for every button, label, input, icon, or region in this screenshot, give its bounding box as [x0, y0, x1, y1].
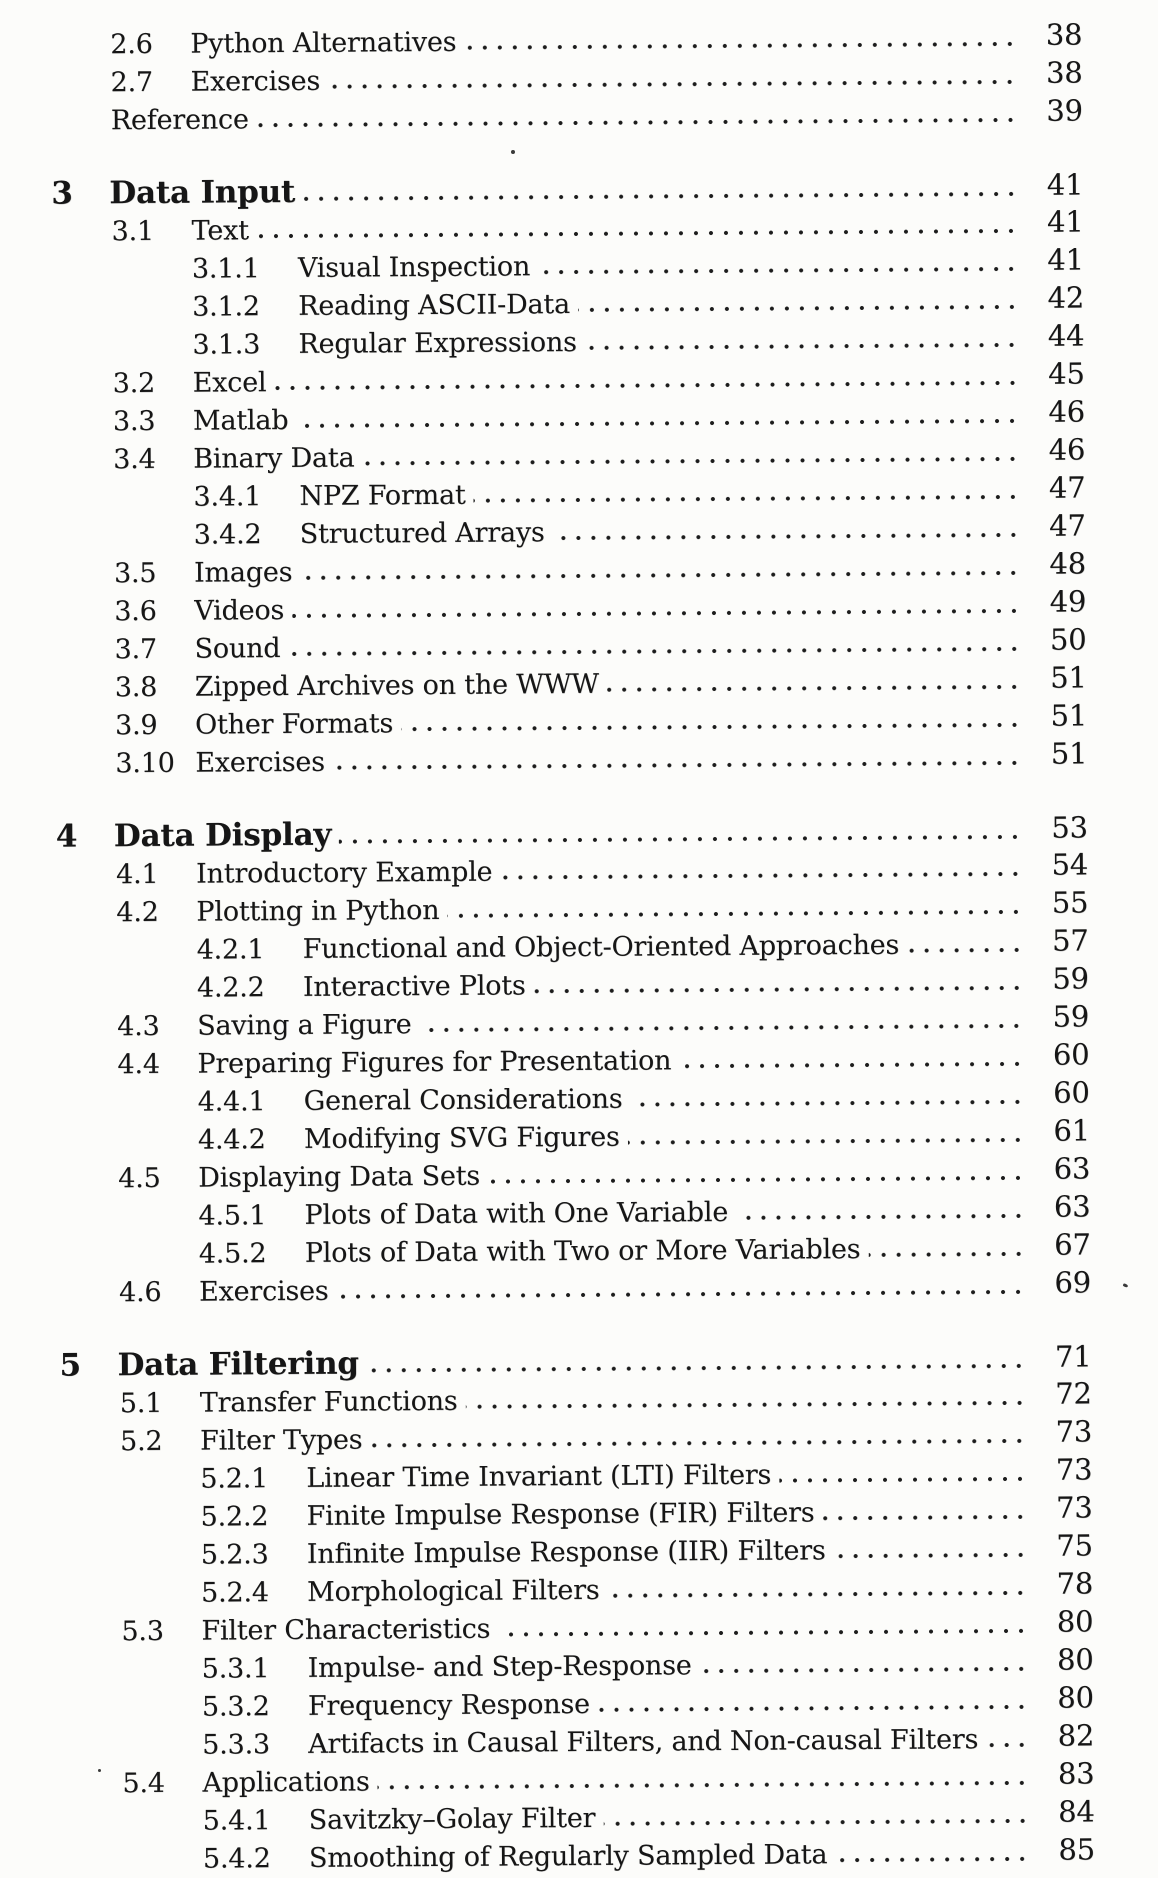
toc-entry — [9, 1266, 1158, 1312]
entry-page-number: 42 — [1047, 280, 1085, 315]
dot-leader — [608, 1590, 1029, 1599]
dot-leader — [300, 570, 1021, 581]
entry-number: 4.5 — [118, 1162, 161, 1195]
entry-page-number: 39 — [1046, 93, 1083, 128]
entry-title: Data Filtering — [117, 1345, 359, 1384]
entry-number: 3.10 — [115, 747, 175, 780]
entry-number: 4.4.1 — [197, 1086, 266, 1118]
entry-title: Transfer Functions — [199, 1385, 458, 1419]
entry-number: 4.4.2 — [197, 1124, 266, 1156]
entry-number: 4.3 — [117, 1010, 160, 1043]
toc-entry — [5, 737, 1158, 783]
entry-page-number: 38 — [1045, 17, 1083, 52]
entry-page-number: 80 — [1056, 1604, 1094, 1639]
entry-title: Introductory Example — [195, 856, 493, 890]
dot-leader — [447, 909, 1023, 919]
dot-leader — [362, 456, 1020, 467]
entry-title: Reference — [110, 104, 249, 137]
entry-title: Modifying SVG Figures — [303, 1121, 620, 1155]
entry-title: Sound — [194, 633, 281, 665]
dot-leader — [257, 228, 1019, 239]
entry-number: 5.2.3 — [200, 1539, 269, 1571]
entry-number: 4.2 — [116, 896, 159, 929]
entry-number: 4.6 — [118, 1276, 162, 1309]
entry-page-number: 45 — [1048, 356, 1085, 391]
dot-leader — [868, 1251, 1025, 1258]
entry-title: Exercises — [195, 746, 325, 779]
entry-title: Exercises — [190, 65, 321, 98]
entry-title: Filter Types — [199, 1424, 363, 1457]
dot-leader — [835, 1856, 1030, 1863]
entry-title: Regular Expressions — [298, 326, 577, 360]
entry-number: 5.3.2 — [201, 1691, 270, 1723]
entry-title: Saving a Figure — [197, 1009, 412, 1042]
entry-number: 2.7 — [110, 66, 154, 99]
entry-title: Preparing Figures for Presentation — [197, 1045, 672, 1080]
entry-page-number: 73 — [1055, 1490, 1093, 1525]
entry-page-number: 49 — [1049, 584, 1087, 619]
dot-leader — [986, 1742, 1029, 1748]
entry-number: 5 — [59, 1347, 82, 1384]
entry-number: 4 — [55, 818, 78, 855]
entry-page-number: 48 — [1049, 546, 1087, 581]
dot-leader — [834, 1552, 1028, 1559]
entry-number: 3.1.3 — [192, 329, 261, 361]
entry-page-number: 51 — [1050, 698, 1088, 733]
entry-number: 3.6 — [114, 595, 157, 628]
dot-leader — [628, 1137, 1025, 1146]
entry-page-number: 60 — [1053, 1075, 1090, 1110]
entry-page-number: 59 — [1052, 999, 1090, 1034]
entry-title: Artifacts in Causal Filters, and Non-causal Filters — [308, 1724, 979, 1760]
entry-number: 3.4.2 — [193, 519, 262, 551]
entry-page-number: 41 — [1046, 167, 1084, 202]
dot-leader — [631, 1099, 1025, 1108]
entry-number: 3.4 — [113, 443, 156, 476]
entry-number: 3.8 — [114, 671, 158, 704]
entry-page-number: 57 — [1051, 923, 1089, 958]
entry-page-number: 50 — [1049, 622, 1087, 657]
entry-title: Matlab — [192, 404, 289, 437]
entry-number: 5.3.3 — [202, 1729, 270, 1761]
entry-title: Data Input — [109, 173, 296, 212]
dot-leader — [378, 1780, 1030, 1791]
entry-page-number: 71 — [1054, 1339, 1092, 1374]
dot-leader — [292, 608, 1021, 619]
entry-page-number: 78 — [1056, 1566, 1094, 1601]
dot-leader — [553, 532, 1021, 541]
entry-number: 4.2.1 — [196, 934, 265, 966]
entry-title: Text — [191, 215, 249, 247]
entry-title: Functional and Object-Oriented Approaches — [302, 929, 900, 965]
entry-title: Images — [193, 556, 293, 589]
entry-title: Frequency Response — [307, 1688, 590, 1722]
dot-leader — [464, 41, 1017, 51]
entry-title: Impulse- and Step-Response — [307, 1650, 692, 1684]
entry-page-number: 69 — [1054, 1265, 1092, 1300]
entry-title: Zipped Archives on the WWW — [194, 668, 600, 703]
entry-number: 3.9 — [114, 709, 158, 742]
entry-number: 5.3.1 — [201, 1653, 270, 1685]
entry-title: Plots of Data with Two or More Variables — [304, 1234, 861, 1269]
entry-number: 5.2 — [119, 1425, 163, 1458]
dot-leader — [420, 1023, 1025, 1033]
entry-number: 5.2.1 — [200, 1463, 269, 1495]
dot-leader — [607, 684, 1022, 693]
dot-leader — [303, 191, 1018, 202]
entry-number: 5.4.1 — [202, 1805, 271, 1837]
entry-page-number: 51 — [1050, 660, 1087, 695]
dot-leader — [328, 79, 1018, 90]
dot-leader — [466, 1400, 1027, 1410]
entry-title: Excel — [192, 367, 267, 399]
entry-title: Displaying Data Sets — [198, 1160, 481, 1194]
entry-number: 5.2.2 — [200, 1501, 269, 1533]
toc-entry — [1, 94, 1158, 140]
dot-leader — [288, 646, 1021, 657]
entry-title: Videos — [194, 595, 285, 627]
entry-page-number: 55 — [1051, 885, 1089, 920]
entry-page-number: 41 — [1047, 242, 1084, 277]
dot-leader — [367, 1363, 1027, 1374]
dot-leader — [779, 1476, 1027, 1484]
entry-title: Structured Arrays — [299, 517, 545, 550]
toc-entry — [13, 1833, 1158, 1878]
entry-title: General Considerations — [303, 1083, 623, 1117]
entry-title: Linear Time Invariant (LTI) Filters — [306, 1459, 772, 1494]
entry-page-number: 47 — [1049, 508, 1086, 543]
entry-page-number: 75 — [1056, 1528, 1093, 1563]
entry-page-number: 38 — [1045, 55, 1083, 90]
scan-speck — [511, 150, 515, 154]
entry-title: NPZ Format — [299, 479, 466, 512]
entry-number: 4.1 — [116, 858, 159, 891]
entry-number: 5.1 — [119, 1387, 163, 1420]
entry-title: Applications — [202, 1766, 370, 1799]
entry-page-number: 63 — [1053, 1189, 1091, 1224]
entry-page-number: 51 — [1050, 736, 1088, 771]
entry-number: 4.5.2 — [198, 1238, 267, 1270]
dot-leader — [578, 304, 1019, 313]
dot-leader — [822, 1514, 1027, 1521]
toc-entries-list — [0, 18, 1158, 1878]
dot-leader — [736, 1213, 1025, 1221]
entry-page-number: 60 — [1052, 1037, 1090, 1072]
entry-title: Python Alternatives — [190, 26, 457, 60]
dot-leader — [274, 380, 1019, 391]
entry-number: 3.3 — [112, 405, 156, 438]
entry-page-number: 59 — [1052, 961, 1089, 996]
entry-page-number: 82 — [1057, 1718, 1095, 1753]
entry-title: Savitzky–Golay Filter — [308, 1802, 596, 1836]
entry-number: 4.4 — [117, 1048, 160, 1081]
dot-leader — [500, 871, 1023, 881]
entry-title: Other Formats — [194, 708, 394, 741]
entry-page-number: 44 — [1047, 318, 1085, 353]
entry-number: 5.3 — [121, 1615, 164, 1648]
entry-page-number: 73 — [1055, 1414, 1093, 1449]
entry-title: Visual Inspection — [297, 251, 531, 284]
dot-leader — [498, 1628, 1028, 1638]
entry-page-number: 46 — [1048, 432, 1086, 467]
entry-page-number: 53 — [1051, 810, 1088, 845]
entry-page-number: 83 — [1057, 1756, 1095, 1791]
entry-number: 3.4.1 — [193, 481, 262, 513]
dot-leader — [598, 1704, 1029, 1713]
entry-page-number: 73 — [1055, 1452, 1093, 1487]
dot-leader — [257, 117, 1018, 128]
entry-number: 5.4 — [122, 1767, 165, 1800]
dot-leader — [907, 947, 1024, 954]
dot-leader — [603, 1818, 1029, 1827]
dot-leader — [474, 494, 1021, 504]
entry-number: 2.6 — [110, 28, 153, 61]
entry-title: Exercises — [198, 1275, 329, 1308]
entry-title: Finite Impulse Response (FIR) Filters — [306, 1497, 815, 1532]
entry-title: Binary Data — [193, 442, 355, 475]
dot-leader — [337, 1289, 1027, 1300]
dot-leader — [679, 1061, 1024, 1069]
entry-number: 5.2.4 — [201, 1577, 269, 1609]
dot-leader — [585, 342, 1020, 351]
entry-number: 3.1.1 — [191, 253, 260, 285]
entry-title: Interactive Plots — [302, 970, 526, 1003]
entry-page-number: 72 — [1055, 1376, 1092, 1411]
entry-page-number: 63 — [1053, 1151, 1091, 1186]
entry-page-number: 41 — [1046, 204, 1084, 239]
entry-number: 4.5.1 — [198, 1200, 267, 1232]
dot-leader — [296, 418, 1020, 429]
dot-leader — [401, 722, 1022, 732]
entry-title: Smoothing of Regularly Sampled Data — [308, 1839, 828, 1874]
dot-leader — [370, 1438, 1027, 1449]
entry-page-number: 47 — [1048, 470, 1086, 505]
entry-page-number: 54 — [1051, 847, 1089, 882]
entry-number: 3.5 — [113, 557, 157, 590]
entry-page-number: 85 — [1058, 1832, 1096, 1867]
entry-number: 3.1.2 — [192, 291, 260, 323]
dot-leader — [538, 266, 1019, 275]
dot-leader — [534, 985, 1024, 994]
entry-page-number: 46 — [1048, 394, 1086, 429]
dot-leader — [700, 1666, 1029, 1674]
entry-title: Reading ASCII-Data — [298, 289, 571, 322]
entry-title: Plots of Data with One Variable — [304, 1196, 729, 1231]
entry-title: Filter Characteristics — [201, 1613, 491, 1647]
entry-page-number: 61 — [1053, 1113, 1091, 1148]
entry-title: Plotting in Python — [196, 894, 440, 928]
dot-leader — [488, 1175, 1025, 1185]
entry-number: 4.2.2 — [196, 972, 265, 1004]
scan-speck — [98, 1769, 101, 1772]
dot-leader — [333, 760, 1023, 771]
entry-page-number: 84 — [1058, 1794, 1095, 1829]
entry-number: 5.4.2 — [202, 1843, 271, 1875]
entry-title: Morphological Filters — [307, 1574, 600, 1608]
entry-number: 3.1 — [111, 215, 155, 248]
entry-page-number: 67 — [1054, 1227, 1091, 1262]
entry-number: 3 — [51, 175, 73, 212]
entry-number: 3.7 — [114, 633, 157, 666]
entry-number: 3.2 — [112, 367, 156, 400]
entry-title: Infinite Impulse Response (IIR) Filters — [306, 1535, 826, 1570]
entry-title: Data Display — [113, 816, 332, 855]
entry-page-number: 80 — [1057, 1680, 1094, 1715]
dot-leader — [339, 834, 1023, 845]
entry-page-number: 80 — [1056, 1642, 1094, 1677]
